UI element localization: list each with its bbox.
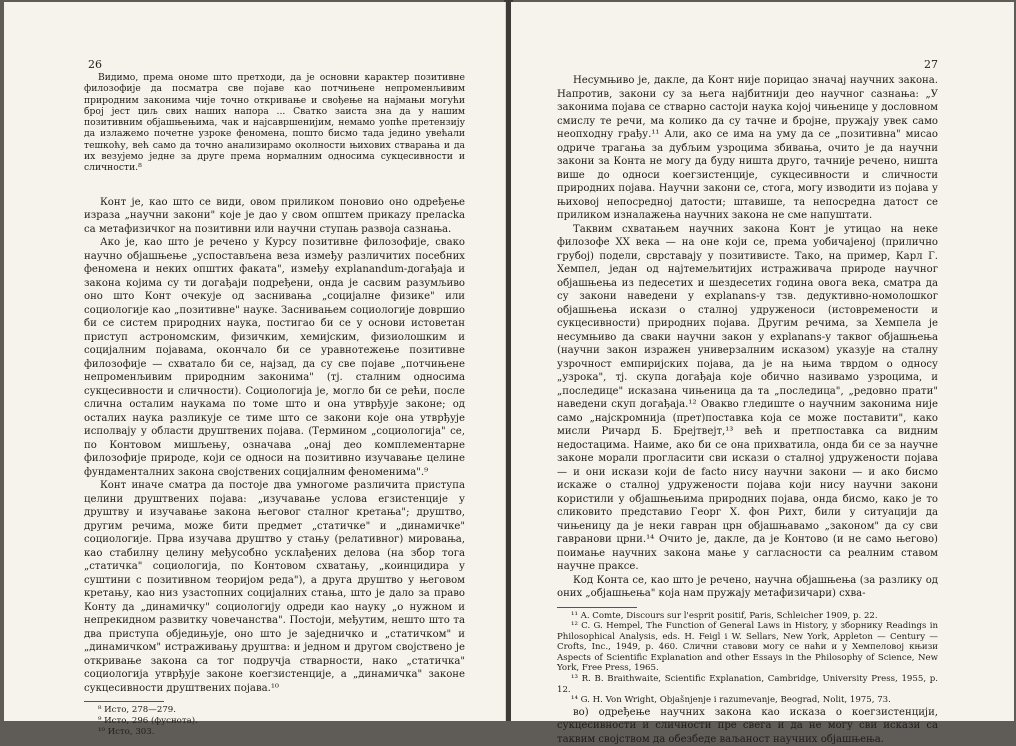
paragraph: Конт је, као што се види, овом приликом поновио оно одређење израза „научни закони" које је дао у свом општем прикazу прелаcka са метафизичког на позитивни или научни ступањ развоја сазнања. [84,196,465,235]
paragraph: Несумњиво је, дакле, да Конт није порицао значај научних закона. Напротив, закони су за њега најбитнији део научног сазнања: „У законима појава се стварно састоји наука којој чињенице у дословном смислу те речи, ма колико да су тачне и бројне, пружају увек само неопходну грађу.¹¹ Али, ако се има на уму да се „позитивна" мисао одриче трагања за дубљим узроцима збивања, очито је да научни закони за Конта не могу да буду ништа друго, тачније речено, ништа више до односи коегзистенције, сукцесивности и сличности природних појава. Научни закони се, стога, могу изводити из појава у њиховој непосредној датости; штавише, та непосредна датост се приликом изналажења научних закона не сме напуштати. [557,75,938,221]
page-number-right: 27 [924,58,938,71]
paragraph: Ако је, као што је речено у Курсу позитивне филозофије, свако научно објашњење „успостављена веза између различитих посебних феномена и неких општих факата", између explanandum-догађаја и закона којима су ти догађаји подређени, онда је сасвим разумљиво оно што Конт очекује од заснивања „социјалне физике" или социологије као „позитивне" науке. Заснивањем социологије довршио би се систем природних наука, постигао би се у основи истоветан приступ астрономским, физичким, хемијским, физиолошким и социјалним појавама, окончало би се уравнотежење позитивне филозофије — схватало би се, најзад, да су све појаве „потчињене непроменљивим природним законима" (тј. сталним односима сукцесивности и сличности). Социологија је, могло би се рећи, после слична осталим наукама по томе што и она утврђује законе; од осталих наука разликује се тиме што се закони које она утврђује исполвају у области друштвених појава. (Термином „социологија" се, по Контовом мишљењу, означава „онај део комплементарне филозофије природе, који се односи на позитивно изучавање целине фундаменталних закона својствених социјалним феноменима".⁹ [84,237,465,478]
footnote: ¹¹ A. Comte, Discours sur l'esprit positif, Paris, Schleicher 1909, p. 22. [571,610,878,621]
footnote-rule [84,701,164,702]
page-number-left: 26 [88,58,102,71]
block-quote: Видимо, према ономе што претходи, да је основни карактер позитивне филозофије да посматра све појаве као потчињене непроменљивим природним законима чије точно откривање и свођење на најмањи могући број јест циљ свих наших напора ... Сватко заиста зна да у нашим позитивним објашњењима, чак и најсавршенијим, немамо уопће претензију да излажемо почетне узроке феномена, пошто бисмо тада једино увећали тешкоћу, већ само да точно анализирамо околности њихових стварања и да их везујемо једне за друге према нормалним односима сукцесивности и сличности.⁸ [84,72,465,174]
footnote-rule [557,607,637,608]
footnote: ¹² C. G. Hempel, The Function of General Laws in History, у зборнику Readings in Philosophical Analysis, eds. H. Feigl i W. Sellars, New York, Appleton — Century — Crofts, Inc., 1949, p. 460. Слични ставови могу се наћи и у Хемпеловој књизи Aspects of Scientific Explanation and other Essays in the Philosophy of Science, New York, Free Press, 1965. [557,621,938,674]
footnote: ¹⁴ G. H. Von Wright, Objašnjenje i razumevanje, Beograd, Nolit, 1975, 73. [571,695,891,706]
right-page [511,2,1014,745]
paragraph: во) одређење научних закона као исказа о коегзистенцији, сукцесивности и сличности пре свега и да не могу сви искази са таквим својством да обезбеде ваљаност научних објашњења. [557,706,938,745]
footnote: ¹⁰ Исто, 303. [98,727,155,738]
left-page [4,2,506,738]
paragraph: Таквим схватањем научних закона Конт је утицао на неке филозофе XX века — на оне који се, према уобичајеној (прилично грубој) подели, сврставају у позитивисте. Тако, на пример, Карл Г. Хемпел, један од најтемељитијих истраживача природе научног објашњења из педесетих и шездесетих година овога века, сматра да су закони наведени у explanans-у тзв. дедуктивно-номолошког објашњења искази о сталној удруженоси (истовремености и сукцесивности) природних појава. Другим речима, за Хемпела је несумњиво да сваки научни закон у explanans-у таквог објашњења (научни закон изражен универзалним исказом) указује на сталну узрочност емпиријских појава, да је на њима тврдом о односу „узрока", тј. скупа догађаја које обично називамо узроцима, и „последице" исказана чињеница да та „последица", „редовно прати" наведени скуп догађаја.¹² Овакво гледиште о научним законима није само „најскромнија (прет)поставка која се може поставити", како мисли Ричард Б. Брејтвејт,¹³ већ и претпоставка са видним недостацима. Наиме, ако би се она прихватила, онда би се за научне законе морали прогласити сви искази о сталној удружености појава — и они искази који de facto нису научни закони — и ако бисмо искаже о сталној удружености појава који нису научни закони користили у објашњењима природних појава, онда бисмо, како је то сликовито представио Георг Х. фон Рихт, били у ситуацији да чињеницу да је неки гавран црн објашњавамо „законом" да су сви гавранови црни.¹⁴ Очито је, дакле, да је Контово (и не само његово) поимање научних закона мање у сагласности са реалним ставом научне праксе. [557,223,938,572]
footnote: ⁹ Исто, 296 (фуснота). [98,716,198,727]
paragraph: Конт иначе сматра да постоје два умногоме различита приступа целини друштвених појава: „изучавање услова егзистенције у друштву и изучавање закона његовог сталног кретања"; друштво, другим речима, може бити предмет „статичке" и „динамичке" социологије. Прва изучава друштво у стању (релативног) мировања, као стабилну целину међусобно усклађених делова (на збор тога „статичка" социологија, по Контовом схватању, „коинцидира у суштини с позитивном теоријом реда"), а друга друштво у његовом кретању, као низ узастопних социјалних стања, што је дало за право Конту да „динамичку" социологију одреди као науку „о нужном и непрекидном развитку човечанства". Постоји, међутим, нешто што та два приступа обједињује, оно што је заједничко и „статичком" и „динамичком" истраживању друштва: и једном и другом својствено је откривање закона са тог подручја стварности, нако „статичка" социологија утврђује законе коегзистенције, а „динамичка" законе сукцесивности друштвених појава.¹⁰ [84,480,465,694]
footnote: ⁸ Исто, 278—279. [98,705,177,716]
footnote: ¹³ R. B. Braithwaite, Scientific Explanation, Cambridge, University Press, 1955, p. 12. [557,674,938,695]
paragraph: Код Конта се, као што је речено, научна објашњења (за разлику од оних „објашњења" која нам пружају метафизичари) схва- [557,574,938,599]
